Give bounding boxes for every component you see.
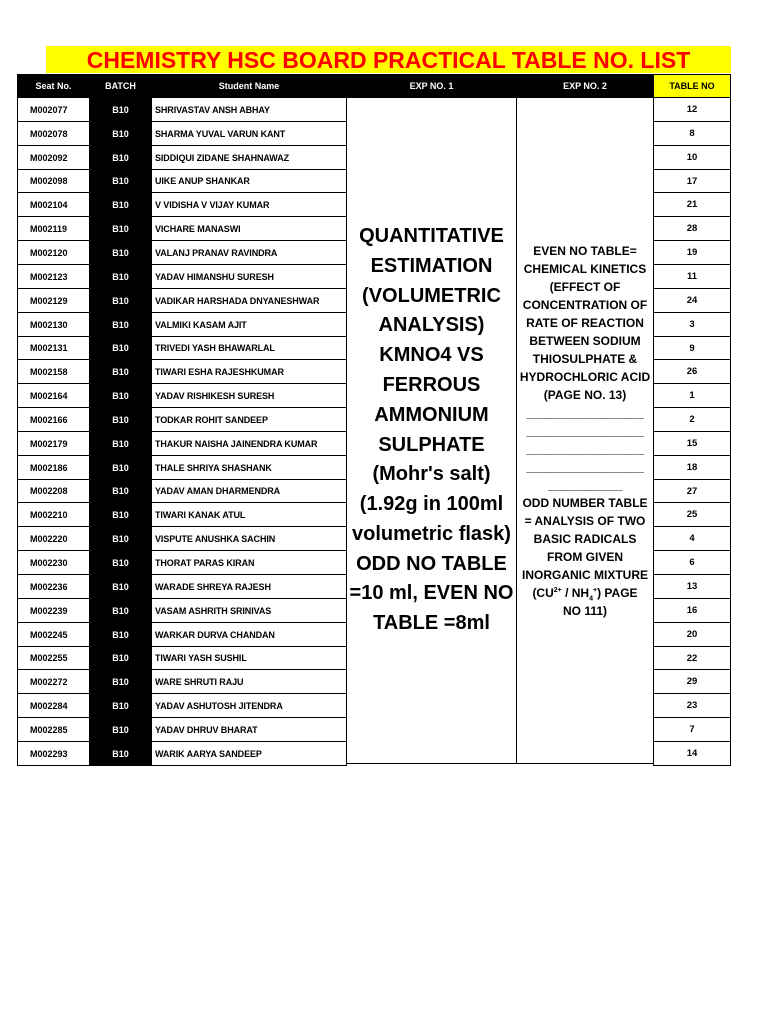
seat-no-cell: M002158 (17, 359, 90, 384)
exp-2-line: CONCENTRATION OF (522, 297, 648, 312)
table-no-cell: 14 (653, 741, 731, 766)
table-no-cell: 15 (653, 431, 731, 456)
seat-no-cell: M002131 (17, 336, 90, 360)
table-no-cell: 22 (653, 646, 731, 670)
table-no-cell: 20 (653, 622, 731, 647)
student-name-cell: TIWARI YASH SUSHIL (151, 646, 347, 670)
seat-no-cell: M002123 (17, 264, 90, 289)
batch-cell: B10 (89, 598, 152, 623)
exp-2-line: INORGANIC MIXTURE (522, 567, 648, 582)
student-name-cell: TRIVEDI YASH BHAWARLAL (151, 336, 347, 360)
student-name-cell: VALMIKI KASAM AJIT (151, 312, 347, 337)
table-no-cell: 28 (653, 216, 731, 241)
batch-cell: B10 (89, 479, 152, 503)
student-name-cell: VASAM ASHRITH SRINIVAS (151, 598, 347, 623)
batch-cell: B10 (89, 192, 152, 217)
table-no-cell: 26 (653, 359, 731, 384)
seat-no-cell: M002078 (17, 121, 90, 146)
seat-no-cell: M002120 (17, 240, 90, 265)
student-name-cell: SHARMA YUVAL VARUN KANT (151, 121, 347, 146)
batch-cell: B10 (89, 359, 152, 384)
table-no-cell: 23 (653, 693, 731, 718)
batch-cell: B10 (89, 288, 152, 313)
seat-no-cell: M002284 (17, 693, 90, 718)
batch-cell: B10 (89, 97, 152, 122)
batch-cell: B10 (89, 693, 152, 718)
header-table-no: TABLE NO (653, 74, 731, 98)
separator-line: ____________ (547, 477, 623, 492)
table-no-cell: 18 (653, 455, 731, 480)
student-name-cell: TIWARI KANAK ATUL (151, 502, 347, 527)
batch-cell: B10 (89, 646, 152, 670)
seat-no-cell: M002179 (17, 431, 90, 456)
cu-charge: 2+ (553, 586, 562, 594)
exp-2-odd-table-text (522, 494, 648, 584)
batch-cell: B10 (89, 502, 152, 527)
table-no-cell: 13 (653, 574, 731, 599)
header-seat-no: Seat No. (17, 74, 90, 98)
seat-no-cell: M002104 (17, 192, 90, 217)
exp-2-line: = ANALYSIS OF TWO (524, 513, 646, 528)
batch-cell: B10 (89, 622, 152, 647)
seat-no-cell: M002293 (17, 741, 90, 766)
table-no-cell: 25 (653, 502, 731, 527)
batch-cell: B10 (89, 455, 152, 480)
practical-table (17, 74, 731, 764)
batch-cell: B10 (89, 407, 152, 432)
student-name-cell: YADAV HIMANSHU SURESH (151, 264, 347, 289)
table-no-cell: 6 (653, 550, 731, 575)
exp-2-line: EVEN NO TABLE= (533, 243, 637, 258)
table-no-cell: 3 (653, 312, 731, 337)
seat-no-cell: M002239 (17, 598, 90, 623)
student-name-cell: WARKAR DURVA CHANDAN (151, 622, 347, 647)
table-no-cell: 11 (653, 264, 731, 289)
student-name-cell: SHRIVASTAV ANSH ABHAY (151, 97, 347, 122)
student-name-cell: VISPUTE ANUSHKA SACHIN (151, 526, 347, 551)
separator-line: ___________________ (526, 441, 644, 456)
batch-cell: B10 (89, 526, 152, 551)
seat-no-cell: M002285 (17, 717, 90, 742)
student-name-cell: TODKAR ROHIT SANDEEP (151, 407, 347, 432)
exp-2-line: FROM GIVEN (546, 549, 623, 564)
separator-line: ___________________ (526, 459, 644, 474)
student-name-cell: YADAV DHRUV BHARAT (151, 717, 347, 742)
separator-line: ___________________ (526, 423, 644, 438)
batch-cell: B10 (89, 550, 152, 575)
seat-no-cell: M002220 (17, 526, 90, 551)
exp-2-line: BETWEEN SODIUM (529, 333, 641, 348)
batch-cell: B10 (89, 431, 152, 456)
exp-2-line: THIOSULPHATE & (532, 351, 638, 366)
student-name-cell: THORAT PARAS KIRAN (151, 550, 347, 575)
exp-2-description (516, 97, 654, 764)
seat-no-cell: M002210 (17, 502, 90, 527)
table-no-cell: 27 (653, 479, 731, 503)
header-exp-2: EXP NO. 2 (516, 74, 654, 98)
header-batch: BATCH (89, 74, 152, 98)
exp-2-line: RATE OF REACTION (526, 315, 644, 330)
seat-no-cell: M002092 (17, 145, 90, 170)
student-name-cell: WARE SHRUTI RAJU (151, 669, 347, 694)
seat-no-cell: M002119 (17, 216, 90, 241)
exp-2-even-table-text (520, 242, 650, 404)
seat-no-cell: M002130 (17, 312, 90, 337)
formula-close: ) PAGE (597, 585, 638, 600)
table-no-cell: 17 (653, 169, 731, 193)
nh-charge: + (593, 586, 598, 594)
header-exp-1: EXP NO. 1 (346, 74, 517, 98)
batch-cell: B10 (89, 216, 152, 241)
batch-cell: B10 (89, 336, 152, 360)
table-no-cell: 12 (653, 97, 731, 122)
seat-no-cell: M002077 (17, 97, 90, 122)
exp-2-line: (PAGE NO. 13) (543, 387, 627, 402)
exp-2-last-line: NO 111) (562, 603, 608, 618)
student-name-cell: VADIKAR HARSHADA DNYANESHWAR (151, 288, 347, 313)
table-no-cell: 16 (653, 598, 731, 623)
student-name-cell: YADAV RISHIKESH SURESH (151, 383, 347, 408)
seat-no-cell: M002255 (17, 646, 90, 670)
nh-subscript: 4 (589, 594, 593, 602)
student-name-cell: THALE SHRIYA SHASHANK (151, 455, 347, 480)
exp-2-line: CHEMICAL KINETICS (523, 261, 647, 276)
table-no-cell: 1 (653, 383, 731, 408)
table-no-cell: 9 (653, 336, 731, 360)
student-name-cell: WARIK AARYA SANDEEP (151, 741, 347, 766)
seat-no-cell: M002129 (17, 288, 90, 313)
student-name-cell: V VIDISHA V VIJAY KUMAR (151, 192, 347, 217)
seat-no-cell: M002186 (17, 455, 90, 480)
exp-2-line: ODD NUMBER TABLE (522, 495, 648, 510)
seat-no-cell: M002208 (17, 479, 90, 503)
exp-2-separator (526, 404, 643, 494)
student-name-cell: WARADE SHREYA RAJESH (151, 574, 347, 599)
batch-cell: B10 (89, 240, 152, 265)
batch-cell: B10 (89, 121, 152, 146)
exp-2-line: (EFFECT OF (549, 279, 621, 294)
seat-no-cell: M002245 (17, 622, 90, 647)
header-student-name: Student Name (151, 74, 347, 98)
student-name-cell: UIKE ANUP SHANKAR (151, 169, 347, 193)
batch-cell: B10 (89, 383, 152, 408)
exp-1-description: QUANTITATIVE ESTIMATION (VOLUMETRIC ANALYSIS) KMNO4 VS FERROUS AMMONIUM SULPHATE (Mohr's salt) (1.92g in 100ml volumetric flask) ODD NO TABLE =10 ml, EVEN NO TABLE =8ml (346, 97, 517, 764)
seat-no-cell: M002236 (17, 574, 90, 599)
batch-cell: B10 (89, 717, 152, 742)
student-name-cell: THAKUR NAISHA JAINENDRA KUMAR (151, 431, 347, 456)
seat-no-cell: M002272 (17, 669, 90, 694)
table-no-cell: 4 (653, 526, 731, 551)
table-no-cell: 10 (653, 145, 731, 170)
seat-no-cell: M002164 (17, 383, 90, 408)
table-no-cell: 8 (653, 121, 731, 146)
seat-no-cell: M002098 (17, 169, 90, 193)
batch-cell: B10 (89, 741, 152, 766)
batch-cell: B10 (89, 669, 152, 694)
batch-cell: B10 (89, 264, 152, 289)
student-name-cell: VALANJ PRANAV RAVINDRA (151, 240, 347, 265)
exp-2-line: BASIC RADICALS (533, 531, 637, 546)
batch-cell: B10 (89, 145, 152, 170)
batch-cell: B10 (89, 312, 152, 337)
table-no-cell: 21 (653, 192, 731, 217)
seat-no-cell: M002230 (17, 550, 90, 575)
formula-sep: / NH (561, 585, 590, 600)
table-no-cell: 2 (653, 407, 731, 432)
table-no-cell: 19 (653, 240, 731, 265)
batch-cell: B10 (89, 574, 152, 599)
student-name-cell: VICHARE MANASWI (151, 216, 347, 241)
exp-2-formula (519, 584, 651, 602)
separator-line: ___________________ (526, 405, 644, 420)
student-name-cell: SIDDIQUI ZIDANE SHAHNAWAZ (151, 145, 347, 170)
seat-no-cell: M002166 (17, 407, 90, 432)
formula-open: (CU (532, 585, 554, 600)
table-no-cell: 7 (653, 717, 731, 742)
table-no-cell: 24 (653, 288, 731, 313)
batch-cell: B10 (89, 169, 152, 193)
student-name-cell: YADAV AMAN DHARMENDRA (151, 479, 347, 503)
table-no-cell: 29 (653, 669, 731, 694)
student-name-cell: YADAV ASHUTOSH JITENDRA (151, 693, 347, 718)
exp-2-line: HYDROCHLORIC ACID (519, 369, 651, 384)
page-title: CHEMISTRY HSC BOARD PRACTICAL TABLE NO. LIST (46, 46, 731, 73)
student-name-cell: TIWARI ESHA RAJESHKUMAR (151, 359, 347, 384)
